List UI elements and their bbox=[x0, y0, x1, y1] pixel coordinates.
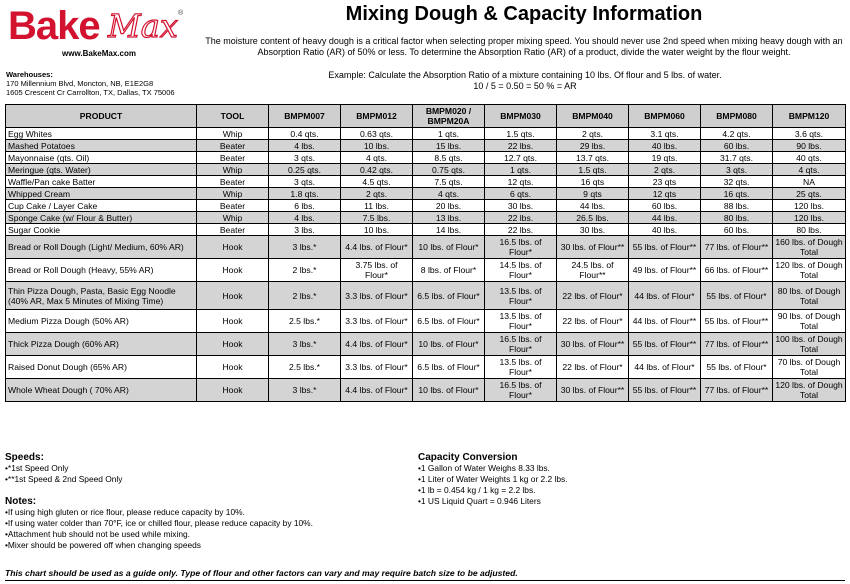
capacity-cell: 4.4 lbs. of Flour* bbox=[341, 333, 413, 356]
capacity-cell: 14.5 lbs. of Flour* bbox=[485, 259, 557, 282]
capacity-cell: 44 lbs. bbox=[557, 200, 629, 212]
logo-url: www.BakeMax.com bbox=[62, 49, 136, 58]
capacity-cell: NA bbox=[773, 176, 846, 188]
table-row bbox=[6, 212, 846, 224]
table-row bbox=[6, 259, 846, 282]
capacity-cell: 4.2 qts. bbox=[701, 128, 773, 140]
capacity-cell: 6.5 lbs. of Flour* bbox=[413, 310, 485, 333]
capacity-cell: 4 qts. bbox=[773, 164, 846, 176]
capacity-cell: 1.5 qts. bbox=[485, 128, 557, 140]
capacity-cell: 10 lbs. bbox=[341, 140, 413, 152]
capacity-cell: 1 qts. bbox=[413, 128, 485, 140]
logo-max-text: Max bbox=[108, 7, 178, 45]
capacity-cell: 2.5 lbs.* bbox=[269, 310, 341, 333]
capacity-cell: 2 lbs.* bbox=[269, 282, 341, 310]
capacity-cell: 0.25 qts. bbox=[269, 164, 341, 176]
capacity-cell: 80 lbs. of Dough Total bbox=[773, 282, 846, 310]
capacity-cell: 24.5 lbs. of Flour** bbox=[557, 259, 629, 282]
table-row bbox=[6, 333, 846, 356]
capacity-cell: 1.5 qts. bbox=[557, 164, 629, 176]
tool-cell: Beater bbox=[197, 152, 269, 164]
capacity-cell: 40 lbs. bbox=[629, 140, 701, 152]
capacity-cell: 4 lbs. bbox=[269, 140, 341, 152]
table-row bbox=[6, 200, 846, 212]
capacity-cell: 30 lbs. bbox=[485, 200, 557, 212]
logo-registered-mark: ® bbox=[178, 10, 184, 17]
capacity-cell: 3.3 lbs. of Flour* bbox=[341, 310, 413, 333]
capacity-cell: 100 lbs. of Dough Total bbox=[773, 333, 846, 356]
capacity-cell: 22 lbs. of Flour* bbox=[557, 356, 629, 379]
column-header: BMPM080 bbox=[701, 105, 773, 128]
product-cell: Waffle/Pan cake Batter bbox=[6, 176, 197, 188]
capacity-cell: 20 lbs. bbox=[413, 200, 485, 212]
capacity-cell: 0.63 qts. bbox=[341, 128, 413, 140]
page-title: Mixing Dough & Capacity Information bbox=[345, 3, 703, 25]
capacity-cell: 0.4 qts. bbox=[269, 128, 341, 140]
product-cell: Sugar Cookie bbox=[6, 224, 197, 236]
speeds-section bbox=[5, 452, 122, 485]
example-line: Example: Calculate the Absorption Ratio of a mixture containing 10 lbs. Of flour and 5 lbs. of water. bbox=[328, 70, 722, 80]
capacity-cell: 7.5 lbs. bbox=[341, 212, 413, 224]
intro-text: The moisture content of heavy dough is a critical factor when selecting proper mixing speed. You should never use 2nd speed when mixing heavy dough with an Absorption Ratio (AR) of 50% or less. To determine the Absorption Ratio (AR) of a product, divide the water weight by the flour weight. bbox=[205, 36, 843, 57]
product-cell: Medium Pizza Dough (50% AR) bbox=[6, 310, 197, 333]
capacity-cell: 3 qts. bbox=[701, 164, 773, 176]
tool-cell: Hook bbox=[197, 379, 269, 402]
bakemax-logo bbox=[6, 4, 196, 64]
capacity-cell: 40 lbs. bbox=[629, 224, 701, 236]
column-header: BMPM012 bbox=[341, 105, 413, 128]
note-item: •If using water colder than 70°F, ice or chilled flour, please reduce capacity by 10%. bbox=[5, 518, 313, 528]
capacity-cell: 120 lbs. bbox=[773, 200, 846, 212]
product-cell: Cup Cake / Layer Cake bbox=[6, 200, 197, 212]
capacity-cell: 3.1 qts. bbox=[629, 128, 701, 140]
table-row bbox=[6, 282, 846, 310]
capacity-cell: 49 lbs. of Flour** bbox=[629, 259, 701, 282]
capacity-cell: 70 lbs. of Dough Total bbox=[773, 356, 846, 379]
capacity-cell: 9 qts bbox=[557, 188, 629, 200]
capacity-cell: 22 lbs. of Flour* bbox=[557, 282, 629, 310]
tool-cell: Whip bbox=[197, 128, 269, 140]
capacity-cell: 30 lbs. of Flour** bbox=[557, 379, 629, 402]
table-row bbox=[6, 164, 846, 176]
table-row bbox=[6, 356, 846, 379]
capacity-cell: 10 lbs. of Flour* bbox=[413, 379, 485, 402]
tool-cell: Hook bbox=[197, 236, 269, 259]
tool-cell: Hook bbox=[197, 333, 269, 356]
capacity-cell: 3 lbs.* bbox=[269, 379, 341, 402]
table-row bbox=[6, 236, 846, 259]
capacity-cell: 16 qts. bbox=[701, 188, 773, 200]
capacity-cell: 2 lbs.* bbox=[269, 259, 341, 282]
capacity-cell: 13.5 lbs. of Flour* bbox=[485, 356, 557, 379]
example-calculation bbox=[310, 70, 740, 92]
column-header: BMPM120 bbox=[773, 105, 846, 128]
table-header-row bbox=[6, 105, 846, 128]
capacity-cell: 60 lbs. bbox=[701, 140, 773, 152]
capacity-cell: 80 lbs. bbox=[773, 224, 846, 236]
bottom-divider bbox=[5, 580, 845, 581]
capacity-cell: 3 qts. bbox=[269, 152, 341, 164]
capacity-cell: 3.75 lbs. of Flour* bbox=[341, 259, 413, 282]
notes-heading: Notes: bbox=[5, 496, 37, 507]
capacity-cell: 6.5 lbs. of Flour* bbox=[413, 282, 485, 310]
capacity-cell: 160 lbs. of Dough Total bbox=[773, 236, 846, 259]
capacity-cell: 44 lbs. of Flour* bbox=[629, 356, 701, 379]
capacity-cell: 31.7 qts. bbox=[701, 152, 773, 164]
table-row bbox=[6, 379, 846, 402]
capacity-cell: 66 lbs. of Flour** bbox=[701, 259, 773, 282]
capacity-cell: 7.5 qts. bbox=[413, 176, 485, 188]
capacity-cell: 4 lbs. bbox=[269, 212, 341, 224]
capacity-cell: 55 lbs. of Flour** bbox=[629, 236, 701, 259]
tool-cell: Hook bbox=[197, 259, 269, 282]
logo-bake-text: Bake bbox=[8, 4, 100, 48]
product-cell: Raised Donut Dough (65% AR) bbox=[6, 356, 197, 379]
product-cell: Thick Pizza Dough (60% AR) bbox=[6, 333, 197, 356]
capacity-cell: 26.5 lbs. bbox=[557, 212, 629, 224]
note-item: •If using high gluten or rice flour, please reduce capacity by 10%. bbox=[5, 507, 245, 517]
capacity-cell: 2.5 lbs.* bbox=[269, 356, 341, 379]
capacity-cell: 4 qts. bbox=[341, 152, 413, 164]
warehouse-address: 1605 Crescent Cr Carrollton, TX, Dallas, TX 75006 bbox=[6, 88, 175, 97]
capacity-cell: 55 lbs. of Flour* bbox=[701, 282, 773, 310]
capacity-cell: 6 lbs. bbox=[269, 200, 341, 212]
conversion-item: •1 US Liquid Quart = 0.946 Liters bbox=[418, 496, 541, 506]
capacity-cell: 55 lbs. of Flour* bbox=[701, 356, 773, 379]
capacity-cell: 12 qts. bbox=[485, 176, 557, 188]
capacity-cell: 2 qts. bbox=[341, 188, 413, 200]
capacity-cell: 6.5 lbs. of Flour* bbox=[413, 356, 485, 379]
table-row bbox=[6, 140, 846, 152]
tool-cell: Beater bbox=[197, 224, 269, 236]
tool-cell: Whip bbox=[197, 164, 269, 176]
capacity-table bbox=[5, 104, 846, 402]
capacity-cell: 3.6 qts. bbox=[773, 128, 846, 140]
capacity-cell: 3.3 lbs. of Flour* bbox=[341, 356, 413, 379]
table-row bbox=[6, 152, 846, 164]
note-item: •Mixer should be powered off when changing speeds bbox=[5, 540, 201, 550]
disclaimer: This chart should be used as a guide only. Type of flour and other factors can vary and may require batch size to be adjusted. bbox=[5, 568, 518, 578]
capacity-cell: 2 qts. bbox=[557, 128, 629, 140]
conversion-item: •1 lb = 0.454 kg / 1 kg = 2.2 lbs. bbox=[418, 485, 536, 495]
capacity-cell: 77 lbs. of Flour** bbox=[701, 333, 773, 356]
capacity-cell: 77 lbs. of Flour** bbox=[701, 236, 773, 259]
capacity-cell: 0.75 qts. bbox=[413, 164, 485, 176]
capacity-cell: 13.5 lbs. of Flour* bbox=[485, 282, 557, 310]
capacity-cell: 3.3 lbs. of Flour* bbox=[341, 282, 413, 310]
tool-cell: Beater bbox=[197, 140, 269, 152]
product-cell: Whole Wheat Dough ( 70% AR) bbox=[6, 379, 197, 402]
capacity-cell: 55 lbs. of Flour** bbox=[701, 310, 773, 333]
speed-item: •**1st Speed & 2nd Speed Only bbox=[5, 474, 123, 484]
warehouses bbox=[6, 70, 175, 97]
capacity-cell: 19 qts. bbox=[629, 152, 701, 164]
column-header: TOOL bbox=[197, 105, 269, 128]
capacity-cell: 0.42 qts. bbox=[341, 164, 413, 176]
capacity-cell: 23 qts bbox=[629, 176, 701, 188]
table-row bbox=[6, 224, 846, 236]
capacity-cell: 10 lbs. bbox=[341, 224, 413, 236]
capacity-cell: 16.5 lbs. of Flour* bbox=[485, 379, 557, 402]
capacity-cell: 15 lbs. bbox=[413, 140, 485, 152]
column-header: BMPM007 bbox=[269, 105, 341, 128]
capacity-cell: 3 lbs.* bbox=[269, 333, 341, 356]
capacity-heading: Capacity Conversion bbox=[418, 452, 518, 463]
capacity-cell: 3 lbs.* bbox=[269, 236, 341, 259]
tool-cell: Whip bbox=[197, 212, 269, 224]
capacity-cell: 44 lbs. of Flour* bbox=[629, 282, 701, 310]
capacity-cell: 10 lbs. of Flour* bbox=[413, 333, 485, 356]
product-cell: Bread or Roll Dough (Heavy, 55% AR) bbox=[6, 259, 197, 282]
warehouses-heading: Warehouses: bbox=[6, 70, 53, 79]
capacity-cell: 16.5 lbs. of Flour* bbox=[485, 333, 557, 356]
product-cell: Mashed Potatoes bbox=[6, 140, 197, 152]
capacity-cell: 8.5 qts. bbox=[413, 152, 485, 164]
column-header: PRODUCT bbox=[6, 105, 197, 128]
note-item: •Attachment hub should not be used while mixing. bbox=[5, 529, 190, 539]
speed-item: •*1st Speed Only bbox=[5, 463, 69, 473]
product-cell: Whipped Cream bbox=[6, 188, 197, 200]
capacity-cell: 3 qts. bbox=[269, 176, 341, 188]
table-row bbox=[6, 128, 846, 140]
column-header: BMPM020 / BMPM20A bbox=[413, 105, 485, 128]
capacity-cell: 2 qts. bbox=[629, 164, 701, 176]
capacity-cell: 90 lbs. of Dough Total bbox=[773, 310, 846, 333]
capacity-cell: 120 lbs. of Dough Total bbox=[773, 379, 846, 402]
capacity-cell: 22 lbs. bbox=[485, 140, 557, 152]
capacity-cell: 60 lbs. bbox=[701, 224, 773, 236]
capacity-cell: 16 qts bbox=[557, 176, 629, 188]
capacity-cell: 40 qts. bbox=[773, 152, 846, 164]
tool-cell: Hook bbox=[197, 356, 269, 379]
capacity-cell: 11 lbs. bbox=[341, 200, 413, 212]
capacity-cell: 10 lbs. of Flour* bbox=[413, 236, 485, 259]
capacity-cell: 1 qts. bbox=[485, 164, 557, 176]
capacity-cell: 22 lbs. of Flour* bbox=[557, 310, 629, 333]
example-formula: 10 / 5 = 0.50 = 50 % = AR bbox=[473, 81, 577, 91]
tool-cell: Whip bbox=[197, 188, 269, 200]
tool-cell: Beater bbox=[197, 200, 269, 212]
capacity-cell: 1.8 qts. bbox=[269, 188, 341, 200]
capacity-cell: 30 lbs. bbox=[557, 224, 629, 236]
capacity-cell: 60 lbs. bbox=[629, 200, 701, 212]
capacity-cell: 29 lbs. bbox=[557, 140, 629, 152]
capacity-cell: 6 qts. bbox=[485, 188, 557, 200]
notes-section bbox=[5, 496, 313, 551]
capacity-cell: 4.4 lbs. of Flour* bbox=[341, 236, 413, 259]
capacity-cell: 32 qts. bbox=[701, 176, 773, 188]
capacity-cell: 12 qts bbox=[629, 188, 701, 200]
capacity-cell: 3 lbs. bbox=[269, 224, 341, 236]
capacity-cell: 30 lbs. of Flour** bbox=[557, 236, 629, 259]
conversion-item: •1 Gallon of Water Weighs 8.33 lbs. bbox=[418, 463, 550, 473]
capacity-cell: 80 lbs. bbox=[701, 212, 773, 224]
capacity-cell: 77 lbs. of Flour** bbox=[701, 379, 773, 402]
table-row bbox=[6, 176, 846, 188]
speeds-heading: Speeds: bbox=[5, 452, 44, 463]
product-cell: Thin Pizza Dough, Pasta, Basic Egg Noodle (40% AR, Max 5 Minutes of Mixing Time) bbox=[6, 282, 197, 310]
conversion-item: •1 Liter of Water Weights 1 kg or 2.2 lbs. bbox=[418, 474, 568, 484]
capacity-cell: 13.7 qts. bbox=[557, 152, 629, 164]
capacity-cell: 120 lbs. bbox=[773, 212, 846, 224]
capacity-cell: 4 qts. bbox=[413, 188, 485, 200]
capacity-cell: 30 lbs. of Flour** bbox=[557, 333, 629, 356]
product-cell: Bread or Roll Dough (Light/ Medium, 60% AR) bbox=[6, 236, 197, 259]
column-header: BMPM030 bbox=[485, 105, 557, 128]
capacity-cell: 13 lbs. bbox=[413, 212, 485, 224]
column-header: BMPM060 bbox=[629, 105, 701, 128]
product-cell: Mayonnaise (qts. Oil) bbox=[6, 152, 197, 164]
capacity-cell: 44 lbs. bbox=[629, 212, 701, 224]
capacity-cell: 88 lbs. bbox=[701, 200, 773, 212]
capacity-cell: 4.5 qts. bbox=[341, 176, 413, 188]
capacity-cell: 12.7 qts. bbox=[485, 152, 557, 164]
capacity-cell: 16.5 lbs. of Flour* bbox=[485, 236, 557, 259]
tool-cell: Beater bbox=[197, 176, 269, 188]
table-row bbox=[6, 310, 846, 333]
capacity-cell: 22 lbs. bbox=[485, 212, 557, 224]
capacity-cell: 13.5 lbs. of Flour* bbox=[485, 310, 557, 333]
capacity-cell: 14 lbs. bbox=[413, 224, 485, 236]
product-cell: Sponge Cake (w/ Flour & Butter) bbox=[6, 212, 197, 224]
product-cell: Egg Whites bbox=[6, 128, 197, 140]
capacity-conversion-section bbox=[418, 452, 568, 507]
capacity-cell: 22 lbs. bbox=[485, 224, 557, 236]
capacity-cell: 8 lbs. of Flour* bbox=[413, 259, 485, 282]
table-row bbox=[6, 188, 846, 200]
column-header: BMPM040 bbox=[557, 105, 629, 128]
capacity-cell: 120 lbs. of Dough Total bbox=[773, 259, 846, 282]
capacity-cell: 55 lbs. of Flour** bbox=[629, 333, 701, 356]
capacity-cell: 44 lbs. of Flour** bbox=[629, 310, 701, 333]
capacity-cell: 90 lbs. bbox=[773, 140, 846, 152]
tool-cell: Hook bbox=[197, 282, 269, 310]
capacity-cell: 4.4 lbs. of Flour* bbox=[341, 379, 413, 402]
warehouse-address: 170 Millennium Blvd, Moncton, NB, E1E2G8 bbox=[6, 79, 154, 88]
tool-cell: Hook bbox=[197, 310, 269, 333]
product-cell: Meringue (qts. Water) bbox=[6, 164, 197, 176]
capacity-cell: 25 qts. bbox=[773, 188, 846, 200]
capacity-cell: 55 lbs. of Flour** bbox=[629, 379, 701, 402]
